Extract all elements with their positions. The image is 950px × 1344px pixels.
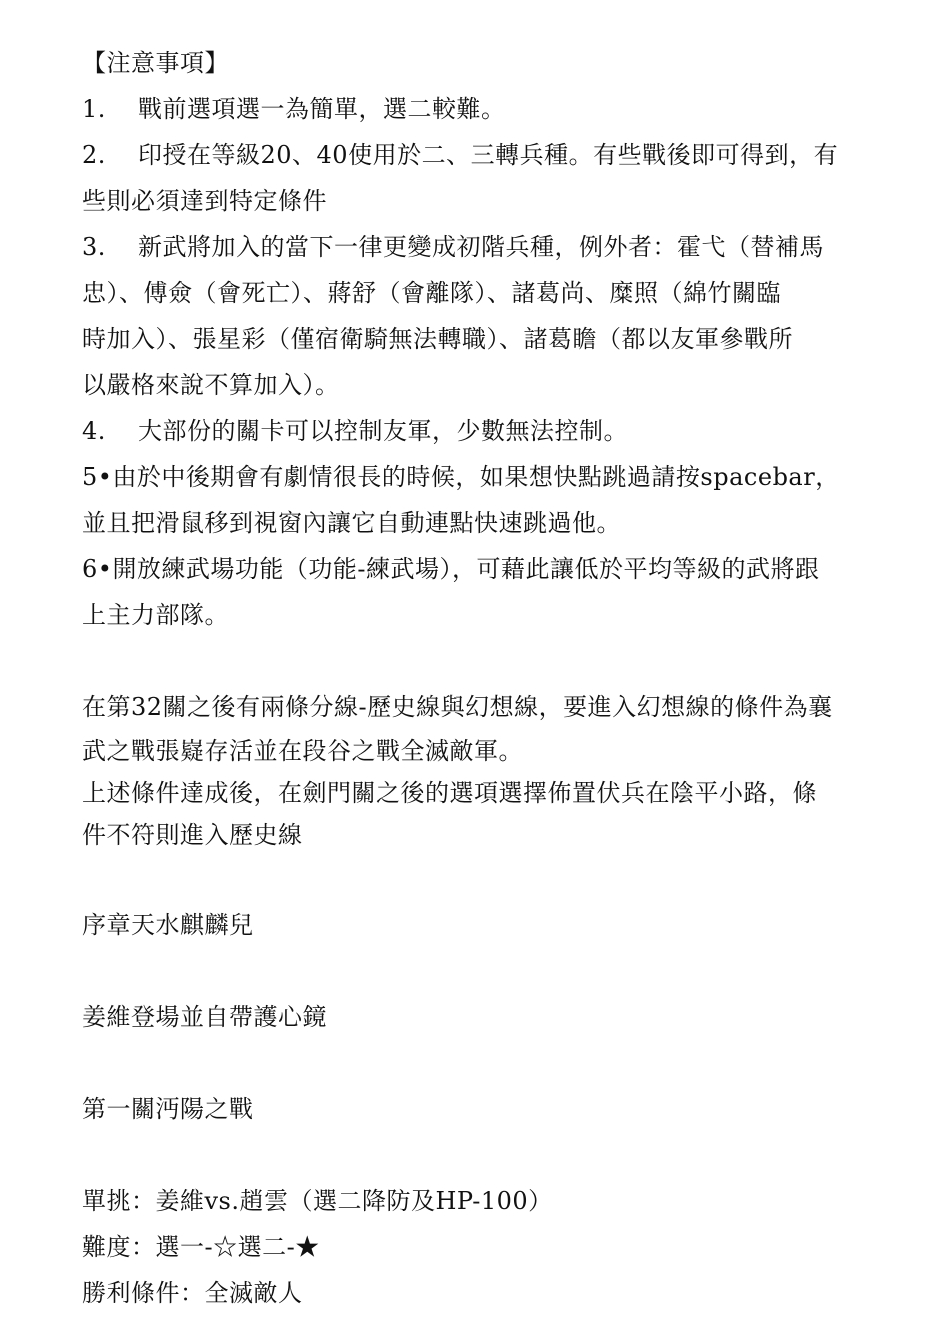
spacer <box>82 856 872 902</box>
prologue-description: 姜維登場並自帶護心鏡 <box>82 1003 327 1031</box>
branch-paragraph-line: 上述條件達成後，在劍門關之後的選項選擇佈置伏兵在陰平小路，條 <box>82 779 817 807</box>
chapter-duel: 單挑：姜維vs.趙雲（選二降防及HP-100） <box>82 1187 553 1215</box>
note-item-4 <box>82 408 872 454</box>
note-number: 1. <box>82 95 106 123</box>
chapter-victory-condition: 勝利條件：全滅敵人 <box>82 1279 303 1307</box>
note-text-continued: 上主力部隊。 <box>82 601 229 629</box>
prologue-title: 序章天水麒麟兒 <box>82 911 254 939</box>
branch-paragraph-line: 武之戰張嶷存活並在段谷之戰全滅敵軍。 <box>82 737 523 765</box>
note-text: 由於中後期會有劇情很長的時候，如果想快點跳過請按spacebar， <box>112 463 840 491</box>
note-text: 戰前選項選一為簡單，選二較難。 <box>138 95 506 123</box>
spacer <box>82 948 872 994</box>
note-number: 5• <box>82 463 113 491</box>
notes-heading: 【注意事項】 <box>82 49 229 77</box>
note-item-6 <box>82 546 872 592</box>
note-item-1 <box>82 86 872 132</box>
note-item-3 <box>82 224 872 270</box>
branch-paragraph-line: 在第32關之後有兩條分線-歷史線與幻想線，要進入幻想線的條件為襄 <box>82 693 833 721</box>
note-text: 新武將加入的當下一律更變成初階兵種，例外者：霍弋（替補馬 <box>138 233 824 261</box>
note-item-5 <box>82 454 872 500</box>
note-text: 大部份的關卡可以控制友軍，少數無法控制。 <box>138 417 628 445</box>
note-number: 2. <box>82 141 106 169</box>
note-text-continued: 並且把滑鼠移到視窗內讓它自動連點快速跳過他。 <box>82 509 621 537</box>
note-text-continued: 時加入）、張星彩（僅宿衛騎無法轉職）、諸葛瞻（都以友軍參戰所 <box>82 325 793 353</box>
note-number: 6• <box>82 555 113 583</box>
note-number: 4. <box>82 417 106 445</box>
chapter-difficulty: 難度：選一-☆選二-★ <box>82 1233 320 1261</box>
note-number: 3. <box>82 233 106 261</box>
branch-paragraph-line: 件不符則進入歷史線 <box>82 821 303 849</box>
note-text-continued: 以嚴格來說不算加入）。 <box>82 371 340 399</box>
chapter-title: 第一關沔陽之戰 <box>82 1095 254 1123</box>
spacer <box>82 1132 872 1178</box>
note-text-continued: 些則必須達到特定條件 <box>82 187 327 215</box>
note-text-continued: 忠）、傅僉（會死亡）、蔣舒（會離隊）、諸葛尚、糜照（綿竹關臨 <box>82 279 781 307</box>
note-item-2 <box>82 132 872 178</box>
spacer <box>82 638 872 684</box>
spacer <box>82 1040 872 1086</box>
note-text: 印授在等級20、40使用於二、三轉兵種。有些戰後即可得到，有 <box>138 141 839 169</box>
note-text: 開放練武場功能（功能-練武場），可藉此讓低於平均等級的武將跟 <box>112 555 820 583</box>
document-page <box>82 40 872 1316</box>
